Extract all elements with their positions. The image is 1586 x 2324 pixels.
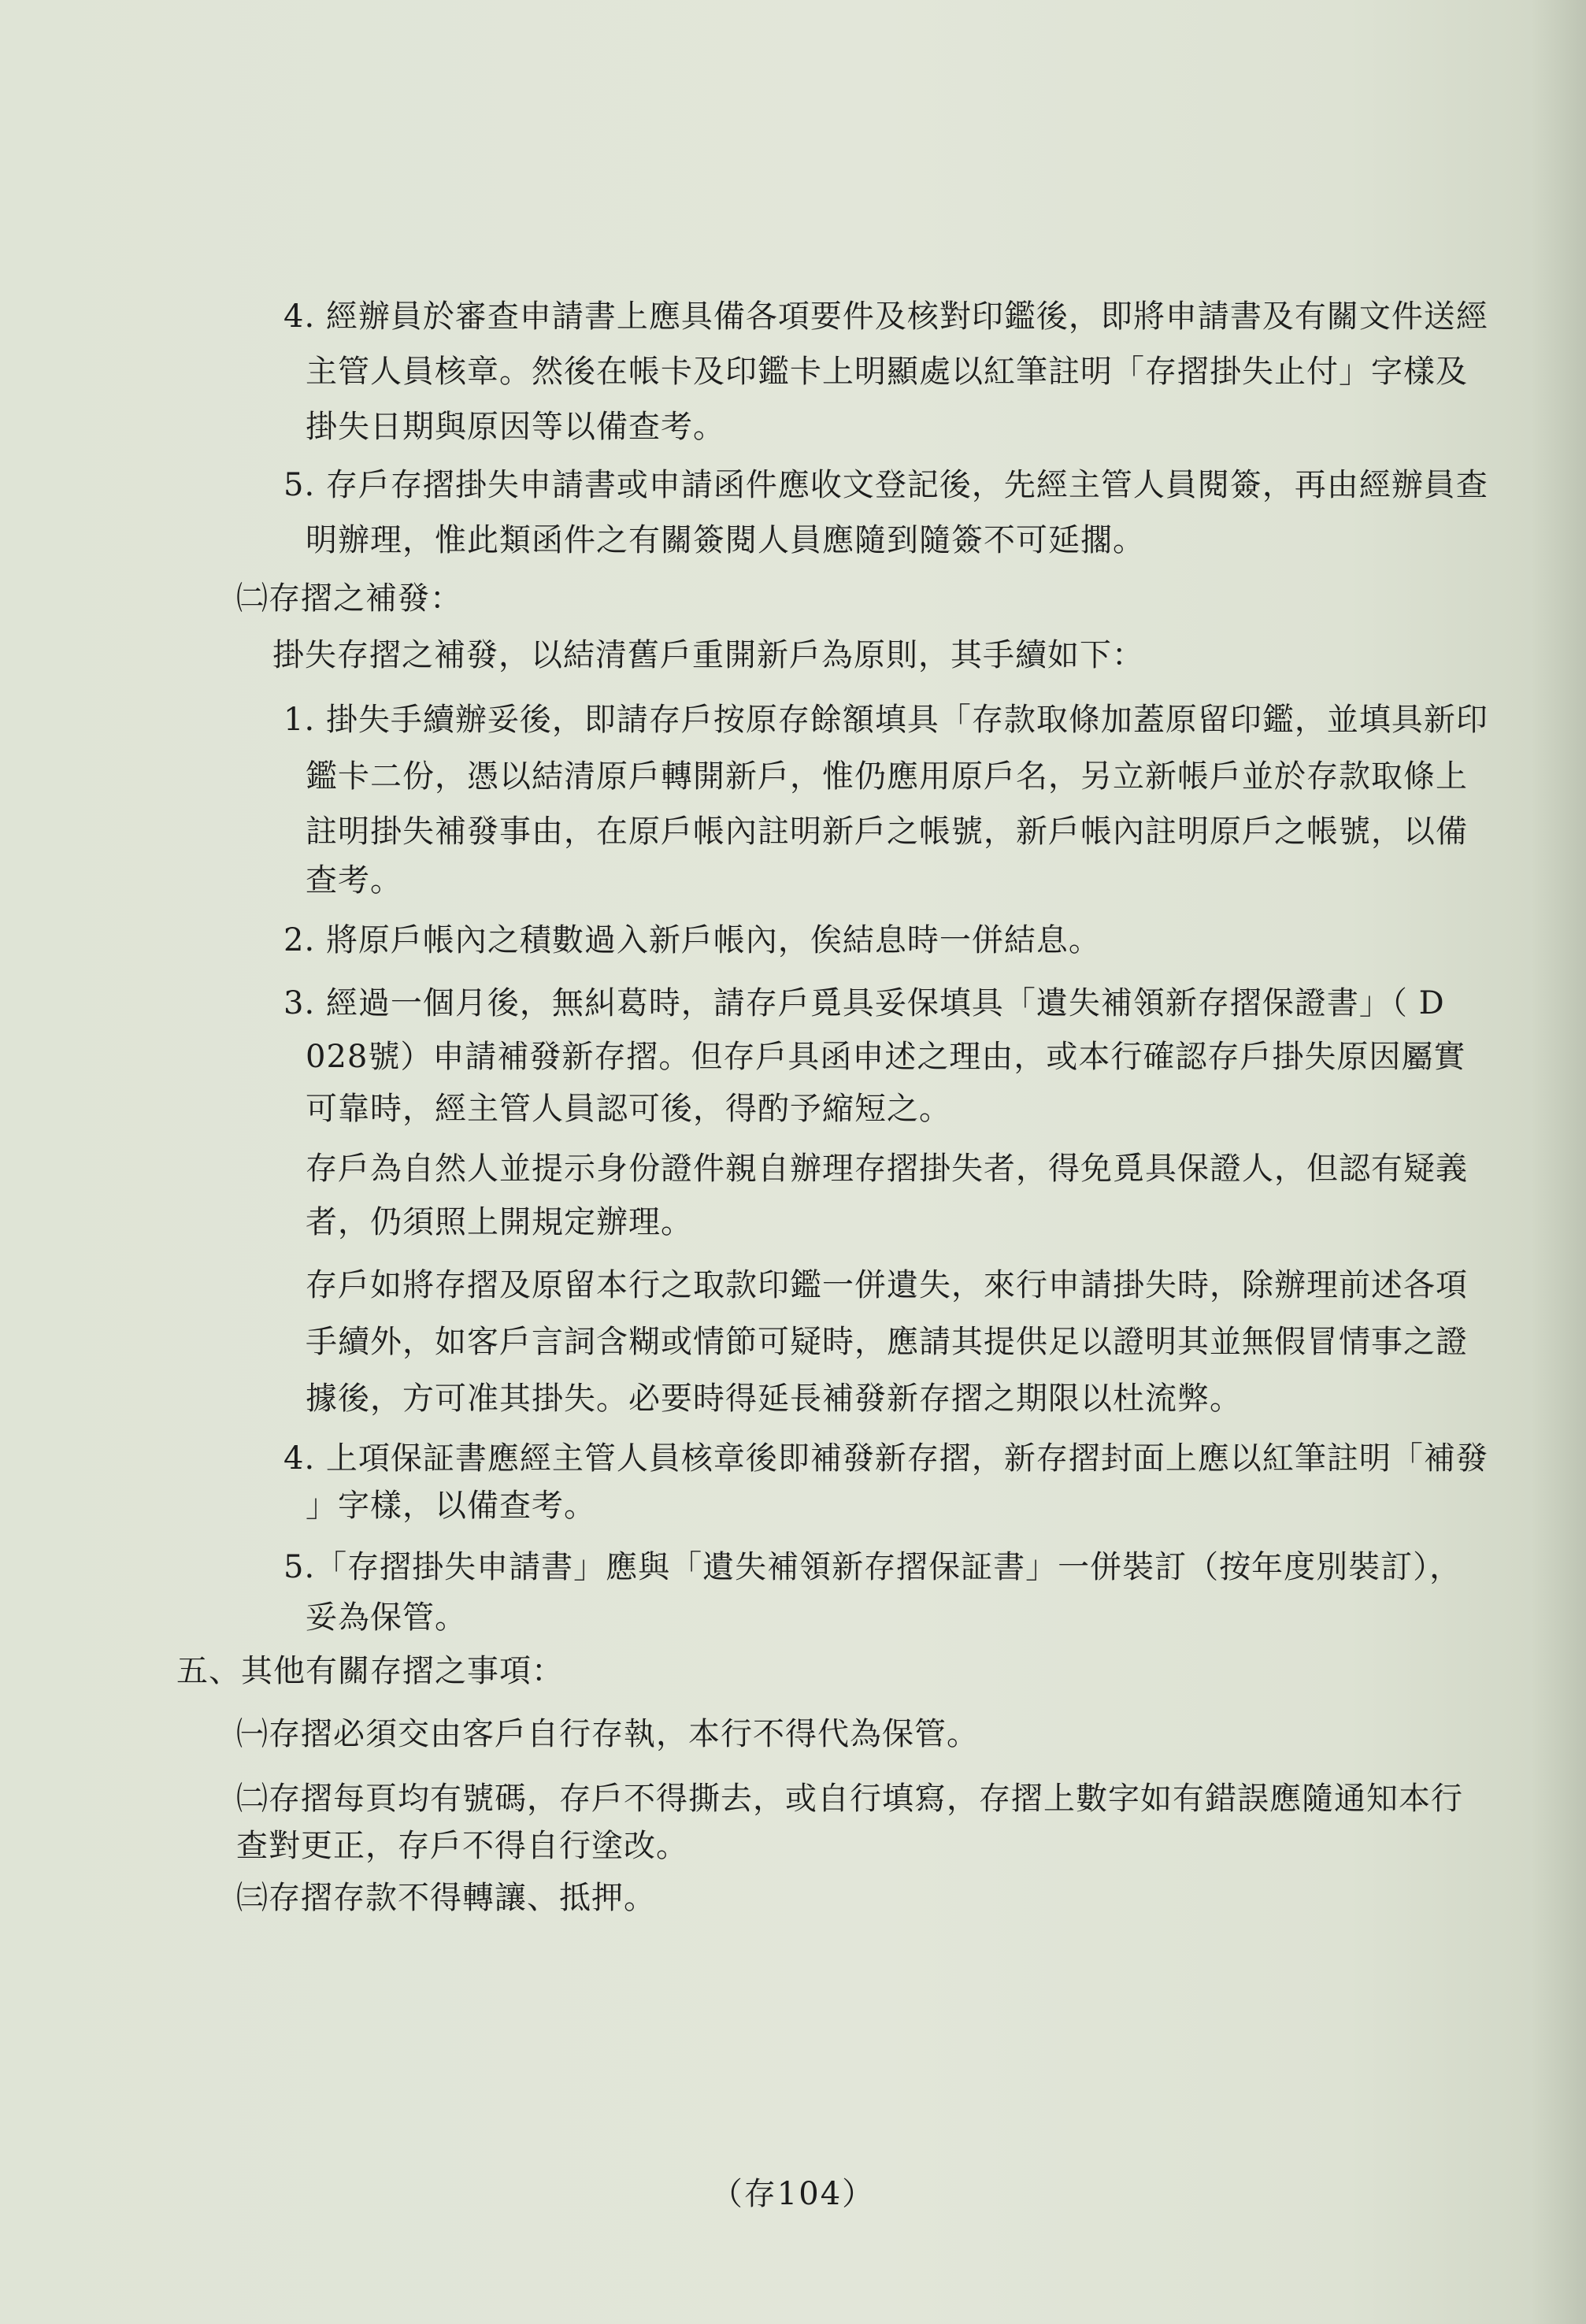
text-line: 存戶為自然人並提示身份證件親自辦理存摺掛失者，得免覓具保證人，但認有疑義 xyxy=(306,1151,1468,1187)
text-line: 掛失日期與原因等以備查考。 xyxy=(306,409,725,445)
text-line: 主管人員核章。然後在帳卡及印鑑卡上明顯處以紅筆註明「存摺掛失止付」字樣及 xyxy=(306,354,1468,390)
text-line: 4. 上項保証書應經主管人員核章後即補發新存摺，新存摺封面上應以紅筆註明「補發 xyxy=(283,1440,1488,1477)
text-line: 手續外，如客戶言詞含糊或情節可疑時，應請其提供足以證明其並無假冒情事之證 xyxy=(306,1324,1468,1360)
text-line: 據後，方可准其掛失。必要時得延長補發新存摺之期限以杜流弊。 xyxy=(306,1381,1242,1417)
text-line: 存戶如將存摺及原留本行之取款印鑑一併遺失，來行申請掛失時，除辦理前述各項 xyxy=(306,1267,1468,1303)
text-line: 2. 將原戶帳內之積數過入新戶帳內，俟結息時一併結息。 xyxy=(283,922,1101,958)
text-line: ㈡存摺每頁均有號碼，存戶不得撕去，或自行填寫，存摺上數字如有錯誤應隨通知本行 xyxy=(236,1781,1463,1817)
text-line: 5.「存摺掛失申請書」應與「遺失補領新存摺保証書」一併裝訂（按年度別裝訂）， xyxy=(283,1549,1462,1585)
text-line: 鑑卡二份，憑以結清原戶轉開新戶，惟仍應用原戶名，另立新帳戶並於存款取條上 xyxy=(306,758,1468,795)
text-line: 掛失存摺之補發，以結清舊戶重開新戶為原則，其手續如下： xyxy=(272,637,1144,673)
text-line: ㈢存摺存款不得轉讓、抵押。 xyxy=(236,1880,656,1916)
text-line: 查考。 xyxy=(306,862,402,899)
text-line: 1. 掛失手續辦妥後，即請存戶按原存餘額填具「存款取條加蓋原留印鑑，並填具新印 xyxy=(283,702,1488,738)
page-number: （存104） xyxy=(710,2176,876,2212)
text-line: 3. 經過一個月後，無糾葛時，請存戶覓具妥保填具「遺失補領新存摺保證書」（ D xyxy=(283,985,1445,1021)
text-line: 4. 經辦員於審查申請書上應具備各項要件及核對印鑑後，即將申請書及有關文件送經 xyxy=(283,298,1488,335)
text-line: 028號）申請補發新存摺。但存戶具函申述之理由，或本行確認存戶掛失原因屬實 xyxy=(306,1039,1466,1075)
text-line: 」字樣，以備查考。 xyxy=(306,1488,596,1524)
text-line: 者，仍須照上開規定辦理。 xyxy=(306,1204,693,1240)
section-heading: 五、其他有關存摺之事項： xyxy=(176,1653,564,1689)
page-edge-shadow xyxy=(1531,0,1586,2324)
text-line: 可靠時，經主管人員認可後，得酌予縮短之。 xyxy=(306,1091,951,1127)
text-line: 明辦理，惟此類函件之有關簽閱人員應隨到隨簽不可延擱。 xyxy=(306,522,1145,558)
text-line: 妥為保管。 xyxy=(306,1599,467,1636)
text-line: 註明掛失補發事由，在原戶帳內註明新戶之帳號，新戶帳內註明原戶之帳號，以備 xyxy=(306,814,1468,850)
text-line: 5. 存戶存摺掛失申請書或申請函件應收文登記後，先經主管人員閱簽，再由經辦員查 xyxy=(283,467,1488,503)
text-line: ㈠存摺必須交由客戶自行存執，本行不得代為保管。 xyxy=(236,1716,979,1752)
text-line: 查對更正，存戶不得自行塗改。 xyxy=(236,1828,688,1864)
section-heading: ㈡存摺之補發： xyxy=(236,580,462,617)
